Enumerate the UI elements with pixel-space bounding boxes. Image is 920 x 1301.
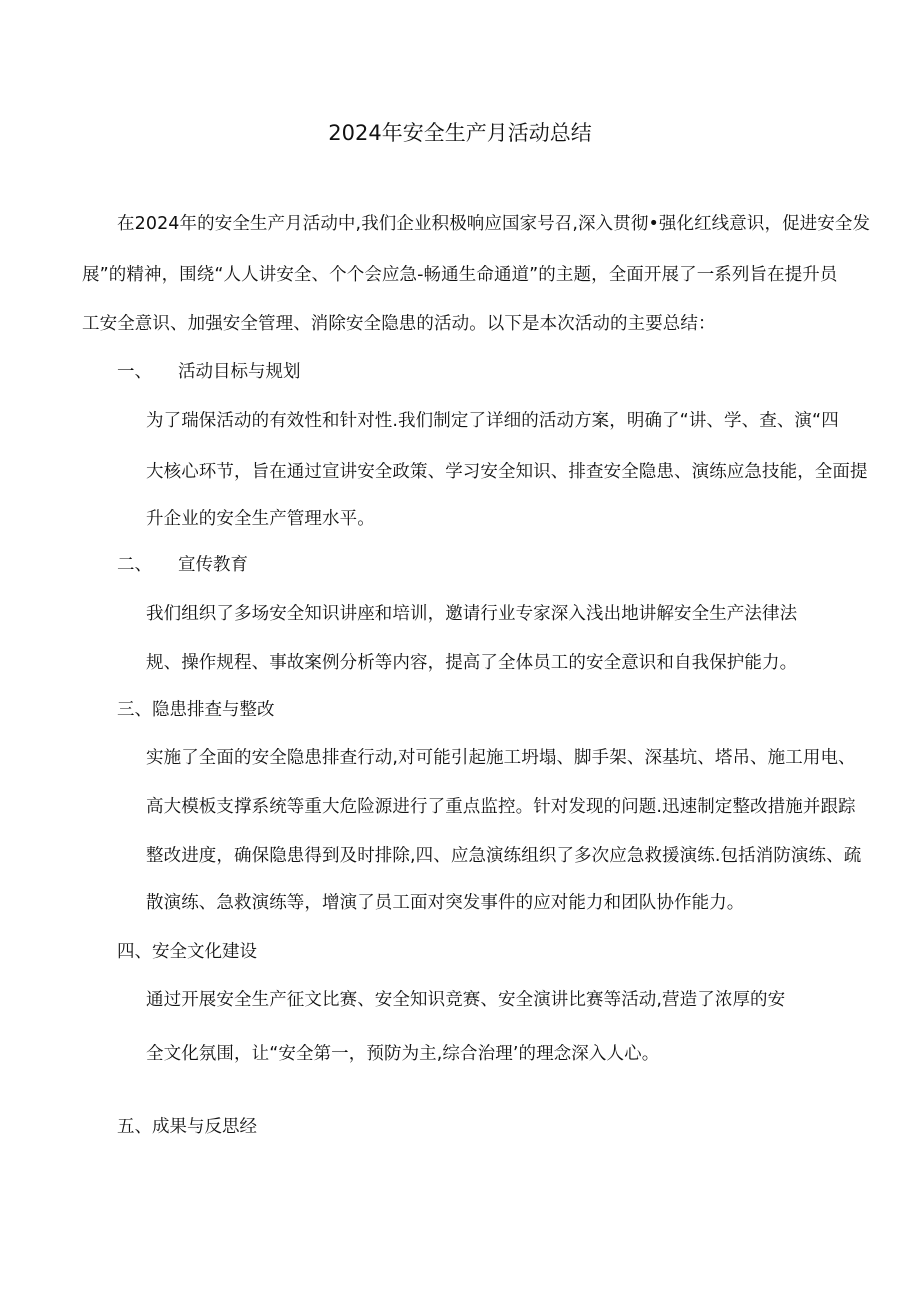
section-1-line: 为了瑞保活动的有效性和针对性.我们制定了详细的活动方案，明确了“讲、学、查、演“四 [146, 411, 839, 431]
intro-line: 工安全意识、加强安全管理、消除安全隐患的活动。以下是本次活动的主要总结： [82, 314, 716, 334]
document-title: 2024年安全生产月活动总结 [328, 121, 592, 145]
section-3-line: 高大模板支撑系统等重大危险源进行了重点监控。针对发现的问题.迅速制定整改措施并跟踪 [146, 797, 856, 817]
section-4-line: 通过开展安全生产征文比赛、安全知识竞赛、安全演讲比赛等活动,营造了浓厚的安 [146, 990, 786, 1010]
section-1-line: 大核心环节，旨在通过宣讲安全政策、学习安全知识、排查安全隐患、演练应急技能，全面提 [146, 462, 868, 482]
section-3-line: 整改进度，确保隐患得到及时排除,四、应急演练组织了多次应急救援演练.包括消防演练、疏 [146, 846, 862, 866]
section-2-number: 二、 [117, 555, 152, 575]
intro-line: 在2024年的安全生产月活动中,我们企业积极响应国家号召,深入贯彻•强化红线意识，促进安全发 [117, 214, 871, 234]
section-2-line: 规、操作规程、事故案例分析等内容，提高了全体员工的安全意识和自我保护能力。 [146, 653, 798, 673]
section-2-heading: 宣传教育 [178, 555, 248, 575]
intro-line: 展”的精神，围绕“人人讲安全、个个会应急-畅通生命通道”的主题，全面开展了一系列旨在提升员 [82, 265, 838, 285]
section-4-line: 全文化氛围，让“安全第一，预防为主,综合治理’的理念深入人心。 [146, 1044, 660, 1064]
section-1-heading: 活动目标与规划 [178, 362, 301, 382]
section-3-heading: 三、隐患排查与整改 [117, 700, 275, 720]
section-2-line: 我们组织了多场安全知识讲座和培训，邀请行业专家深入浅出地讲解安全生产法律法 [146, 604, 798, 624]
section-4-heading: 四、安全文化建设 [117, 942, 257, 962]
section-3-line: 散演练、急救演练等，增演了员工面对突发事件的应对能力和团队协作能力。 [146, 893, 745, 913]
section-1-line: 升企业的安全生产管理水平。 [146, 509, 375, 529]
section-5-heading: 五、成果与反思经 [117, 1117, 257, 1137]
section-1-number: 一、 [117, 362, 152, 382]
section-3-line: 实施了全面的安全隐患排查行动,对可能引起施工坍塌、脚手架、深基坑、塔吊、施工用电、 [146, 748, 856, 768]
